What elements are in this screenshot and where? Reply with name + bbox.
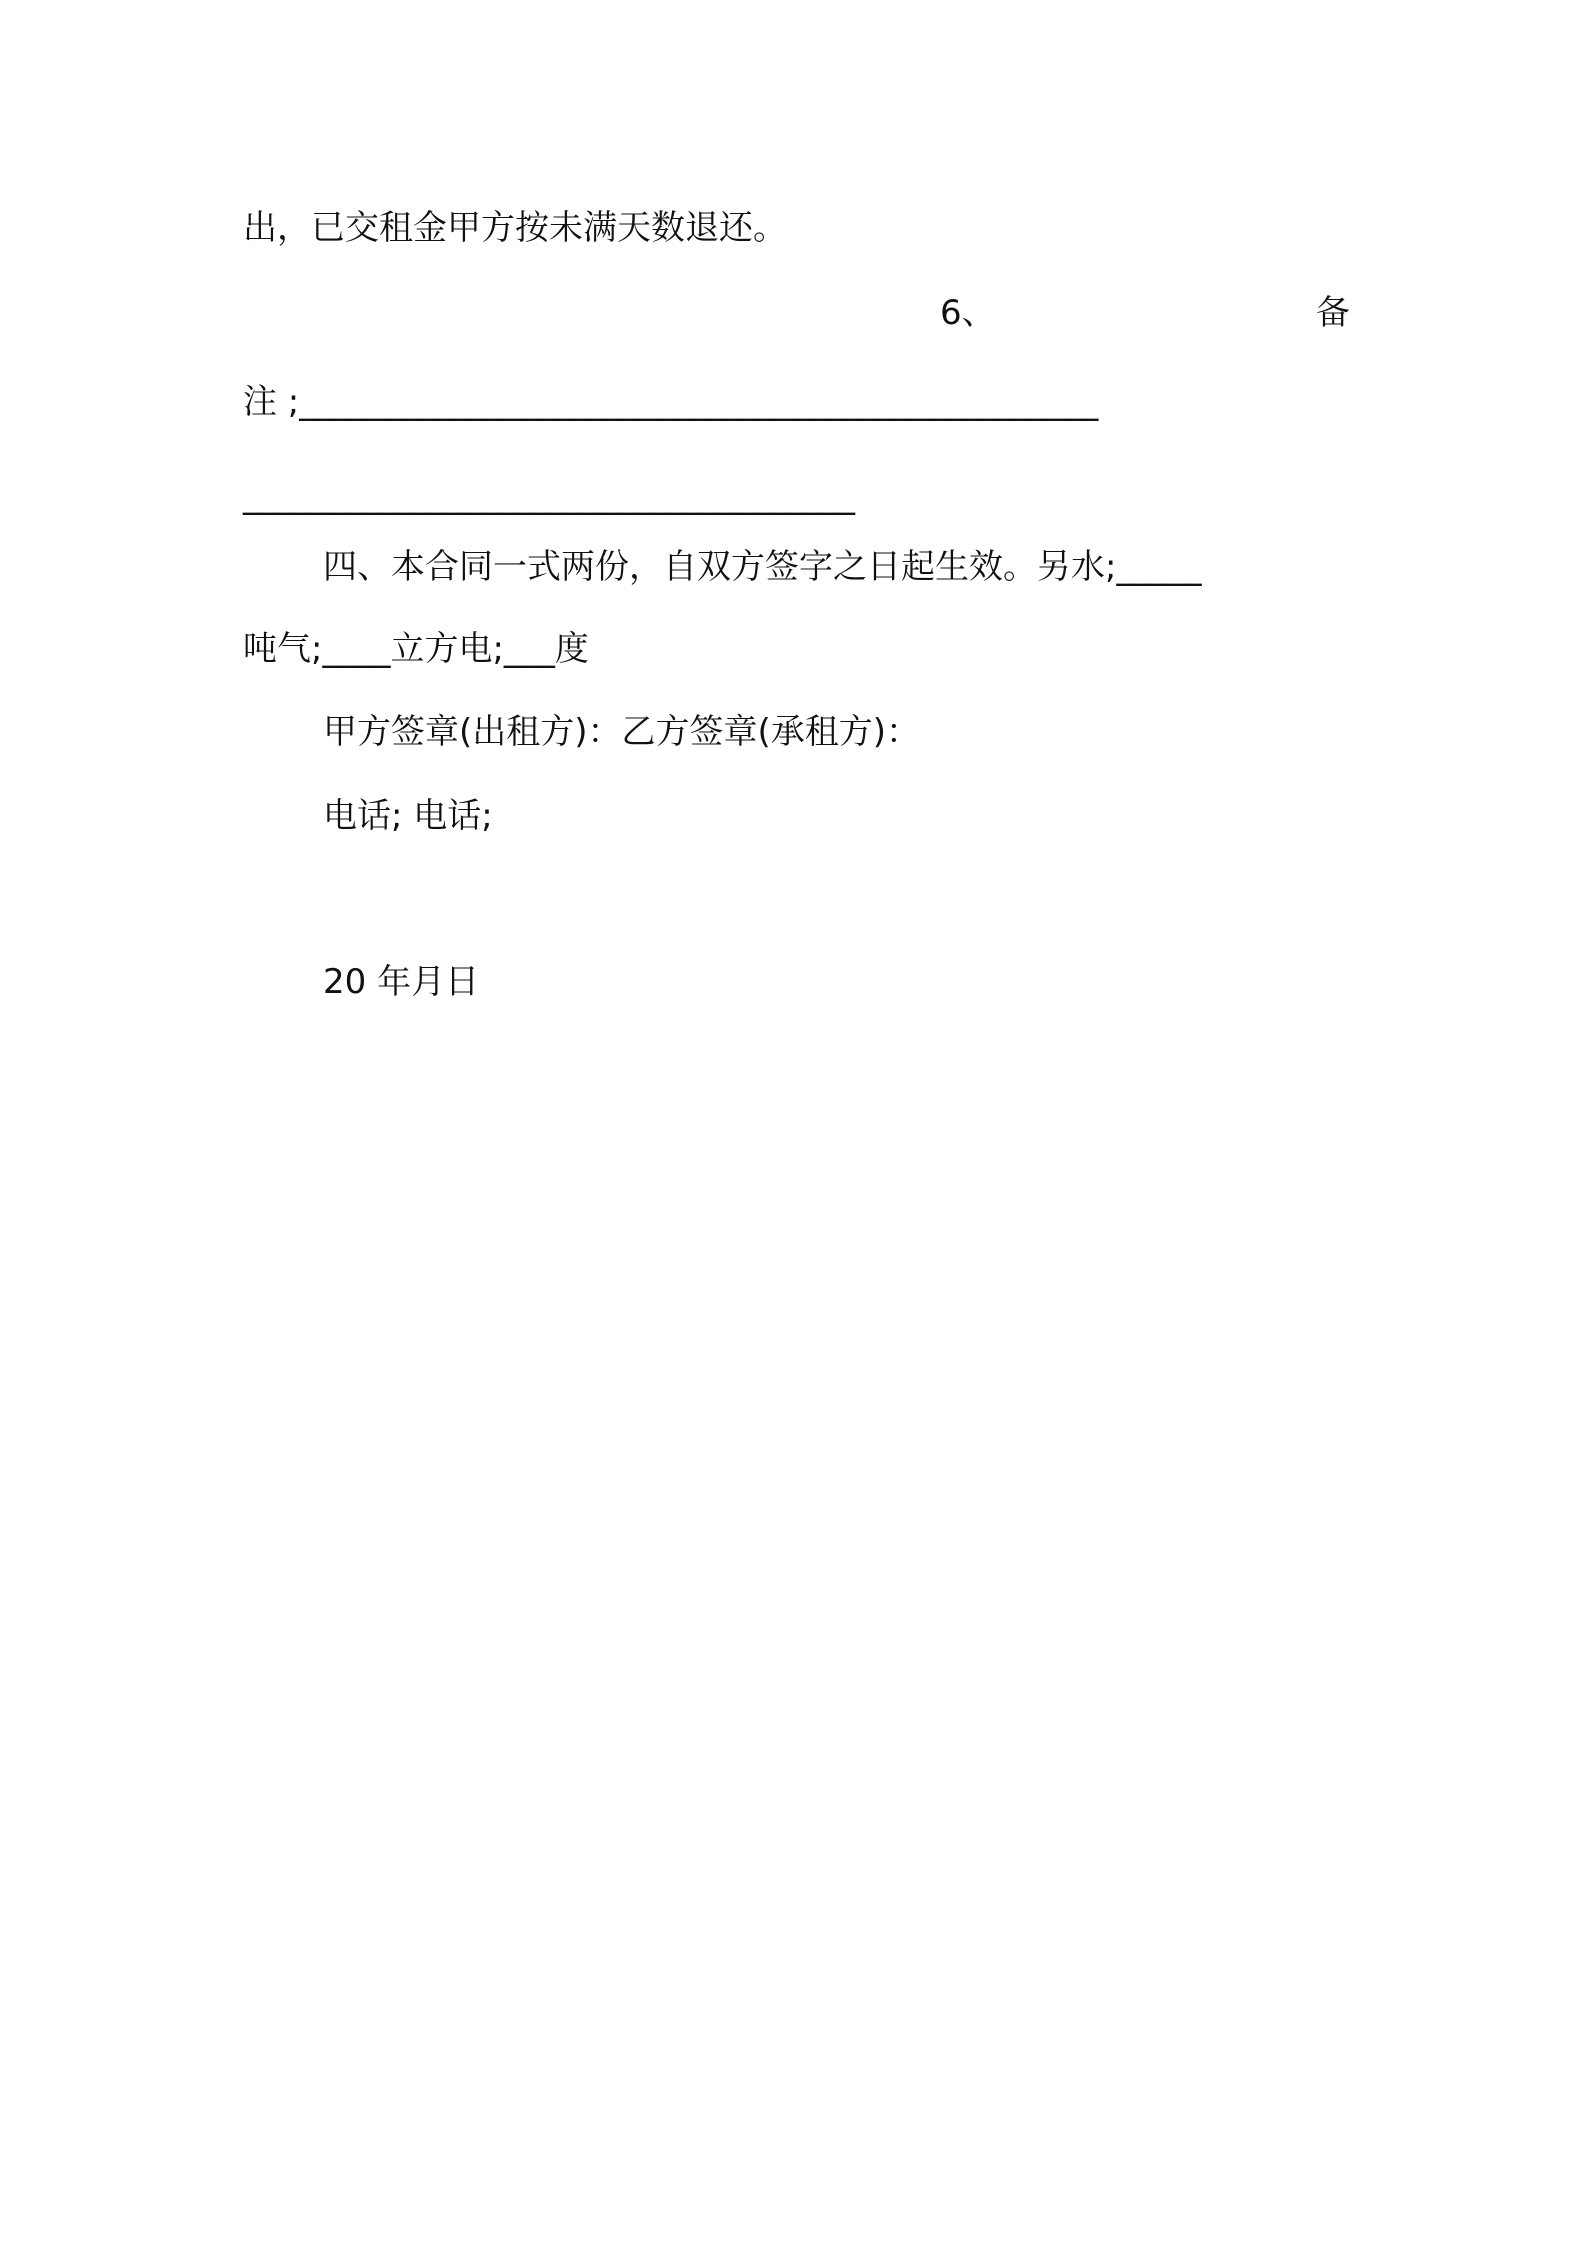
item-6-title-char: 备 [1316, 293, 1350, 333]
clause-4-line-2: 吨气;____立方电;___度 [243, 629, 589, 669]
notes-line: 注 ;_______________________________________________ [243, 382, 1099, 422]
phone-line: 电话; 电话; [323, 796, 493, 836]
refund-text: 出，已交租金甲方按未满天数退还。 [243, 208, 787, 248]
clause-4-line-1: 四、本合同一式两份，自双方签字之日起生效。另水;_____ [323, 547, 1202, 587]
date-line: 20 年月日 [323, 962, 480, 1002]
item-6-number: 6、 [940, 293, 996, 333]
notes-continuation-line: ____________________________________ [243, 476, 855, 516]
signature-line: 甲方签章(出租方)：乙方签章(承租方)： [323, 712, 921, 752]
